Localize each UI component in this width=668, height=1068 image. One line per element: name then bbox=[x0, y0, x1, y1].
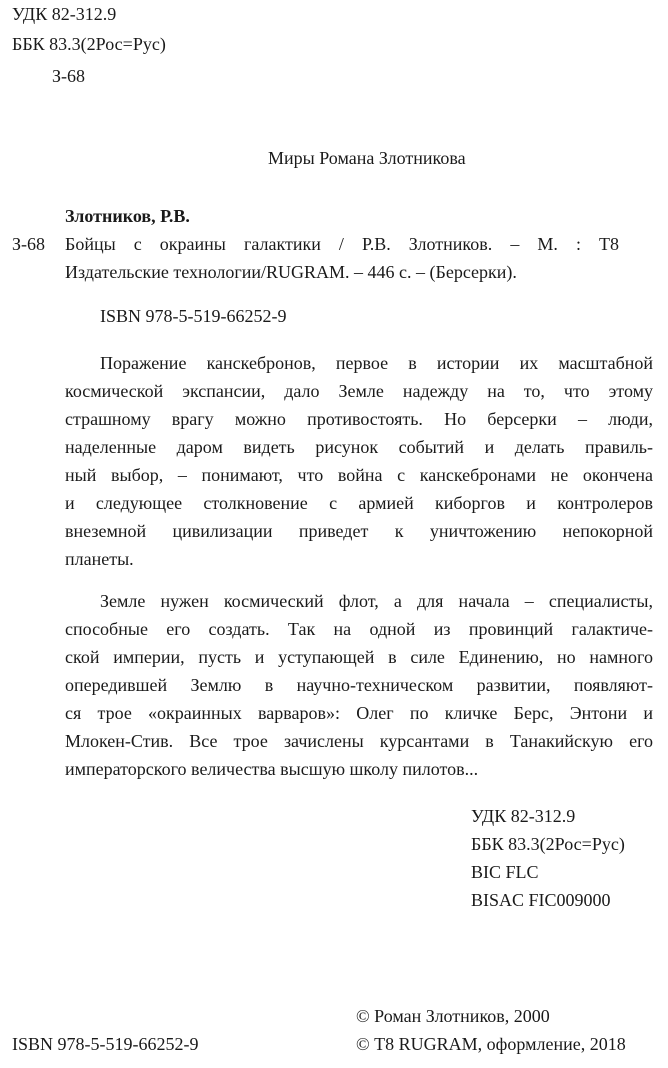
annotation-line: ской империи, пусть и уступающей в силе Единению, но намного bbox=[65, 647, 653, 667]
classification-bisac: BISAC FIC009000 bbox=[471, 890, 611, 910]
annotation-line: космической экспансии, дало Земле надежду на то, что этому bbox=[65, 381, 653, 401]
classification-bbk: ББК 83.3(2Рос=Рус) bbox=[471, 834, 625, 854]
annotation-line: и следующее столкновение с армией киборгов и контролеров bbox=[65, 493, 653, 513]
copyright-design: © Т8 RUGRAM, оформление, 2018 bbox=[356, 1034, 626, 1054]
author-heading: Злотников, Р.В. bbox=[65, 206, 190, 226]
annotation-line: наделенные даром видеть рисунок событий и делать правиль- bbox=[65, 437, 653, 457]
series-title: Миры Романа Злотникова bbox=[268, 148, 466, 168]
classification-udk: УДК 82-312.9 bbox=[471, 806, 576, 826]
annotation-line: Млокен-Стив. Все трое зачислены курсантами в Танакийскую его bbox=[65, 731, 653, 751]
record-description-line: Бойцы с окраины галактики / Р.В. Злотников. – М. : Т8 bbox=[65, 234, 619, 254]
annotation-line: императорского величества высшую школу пилотов... bbox=[65, 759, 479, 779]
record-author-mark: З-68 bbox=[12, 234, 46, 254]
copyright-author: © Роман Злотников, 2000 bbox=[356, 1006, 550, 1026]
annotation-paragraph bbox=[65, 587, 653, 783]
annotation-line: способные его создать. Так на одной из провинций галактиче- bbox=[65, 619, 653, 639]
annotation-line: ся трое «окраинных варваров»: Олег по кличке Берс, Энтони и bbox=[65, 703, 653, 723]
top-bbk-code: ББК 83.3(2Рос=Рус) bbox=[12, 34, 166, 54]
record-description-line: Издательские технологии/RUGRAM. – 446 с. – (Берсерки). bbox=[65, 262, 517, 282]
classification-bic: BIC FLC bbox=[471, 862, 539, 882]
annotation-line: опередившей Землю в научно-техническом развитии, появляют- bbox=[65, 675, 653, 695]
annotation-line: страшному врагу можно противостоять. Но берсерки – люди, bbox=[65, 409, 653, 429]
footer-isbn: ISBN 978-5-519-66252-9 bbox=[12, 1034, 199, 1054]
annotation-paragraph bbox=[65, 349, 653, 573]
top-udk-code: УДК 82-312.9 bbox=[12, 4, 117, 24]
annotation-line: Земле нужен космический флот, а для начала – специалисты, bbox=[100, 591, 653, 611]
record-isbn: ISBN 978-5-519-66252-9 bbox=[100, 306, 287, 326]
annotation-line: планеты. bbox=[65, 549, 134, 569]
top-author-mark: З-68 bbox=[52, 66, 86, 86]
annotation-line: ный выбор, – понимают, что война с канскебронами не окончена bbox=[65, 465, 653, 485]
annotation-line: внеземной цивилизации приведет к уничтожению непокорной bbox=[65, 521, 653, 541]
annotation-line: Поражение канскебронов, первое в истории их масштабной bbox=[100, 353, 653, 373]
